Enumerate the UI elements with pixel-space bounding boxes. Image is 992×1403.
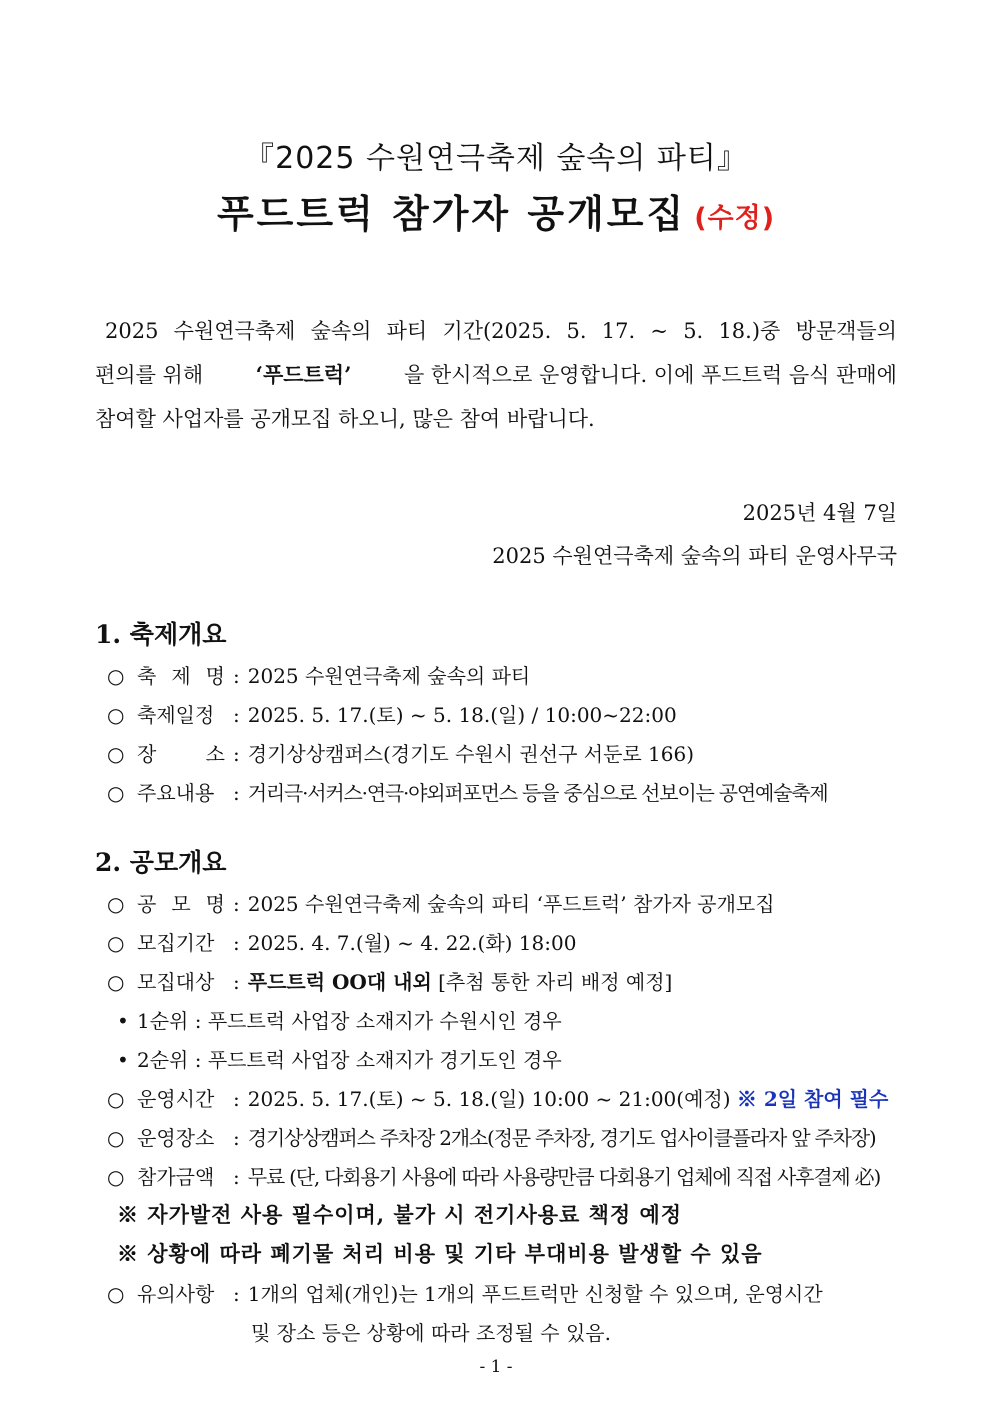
colon: : [233, 892, 240, 916]
page-number: - 1 - [479, 1357, 513, 1377]
value-participation-fee: 무료 (단, 다회용기 사용에 따라 사용량만큼 다회용기 업체에 직접 사후결제 必) [247, 1165, 881, 1189]
circle-bullet-icon: ○ [107, 1165, 125, 1189]
title-main-text: 푸드트럭 참가자 공개모집 [216, 192, 687, 236]
warning-generator: ※ 자가발전 사용 필수이며, 불가 시 전기사용료 책정 예정 [117, 1202, 683, 1227]
intro-word: 5. [566, 319, 587, 343]
intro-line-2-pre: 편의를 위해 [95, 363, 204, 387]
info-row-recruit-target [107, 966, 672, 995]
value-recruit-period: 2025. 4. 7.(월) ~ 4. 22.(화) 18:00 [247, 931, 577, 955]
colon: : [233, 1126, 240, 1150]
colon: : [233, 703, 240, 727]
colon: : [233, 664, 240, 688]
label-char: 명 [205, 664, 225, 688]
label-participation-fee: 참가금액 [137, 1165, 215, 1189]
notice-date: 2025년 4월 7일 [742, 501, 897, 525]
circle-bullet-icon: ○ [107, 664, 125, 688]
section-2-heading: 2. 공모개요 [95, 848, 227, 877]
label-char: 공 [137, 892, 157, 916]
circle-bullet-icon: ○ [107, 1126, 125, 1150]
revision-tag: (수정) [694, 203, 776, 234]
value-operating-place: 경기상상캠퍼스 주차장 2개소(정문 주차장, 경기도 업사이클플라자 앞 주차장) [247, 1126, 876, 1150]
value-recruit-target-bold: 푸드트럭 OO대 내외 [247, 970, 432, 994]
label-caution: 유의사항 [137, 1282, 215, 1306]
intro-line-3: 참여할 사업자를 공개모집 하오니, 많은 참여 바랍니다. [95, 407, 595, 431]
value-caution-line-1: 1개의 업체(개인)는 1개의 푸드트럭만 신청할 수 있으며, 운영시간 [247, 1282, 823, 1306]
info-row-recruit-name [107, 888, 775, 917]
info-row-festival-name [107, 660, 530, 689]
info-row-caution [107, 1278, 823, 1307]
info-row-participation-fee [107, 1161, 880, 1190]
issuing-office: 2025 수원연극축제 숲속의 파티 운영사무국 [492, 544, 897, 568]
circle-bullet-icon: ○ [107, 703, 125, 727]
intro-word: ~ [650, 319, 668, 343]
info-row-operating-place [107, 1122, 875, 1151]
label-festival-dates: 축제일정 [137, 703, 215, 727]
circle-bullet-icon: ○ [107, 1282, 125, 1306]
priority-text: 2순위 : 푸드트럭 사업장 소재지가 경기도인 경우 [137, 1048, 562, 1072]
label-char: 소 [205, 742, 225, 766]
label-operating-hours: 운영시간 [137, 1087, 215, 1111]
intro-word: 17. [601, 319, 636, 343]
info-row-venue [107, 738, 694, 767]
circle-bullet-icon: ○ [107, 970, 125, 994]
intro-word: 5. [683, 319, 704, 343]
intro-foodtruck-term: ‘푸드트럭’ [255, 362, 352, 387]
priority-item-2 [117, 1044, 562, 1073]
label-char: 제 [171, 664, 191, 688]
label-char: 모 [171, 892, 191, 916]
info-row-operating-hours [107, 1083, 888, 1112]
intro-word: 파티 [386, 319, 428, 343]
dot-bullet-icon: • [117, 1009, 129, 1033]
colon: : [233, 970, 240, 994]
priority-item-1 [117, 1005, 562, 1034]
label-recruit-target: 모집대상 [137, 970, 215, 994]
title-main [0, 183, 992, 238]
intro-line-2 [95, 353, 897, 397]
intro-line-1 [95, 309, 897, 353]
value-festival-dates: 2025. 5. 17.(토) ~ 5. 18.(일) / 10:00~22:00 [247, 703, 677, 727]
label-festival-name [137, 660, 225, 689]
info-row-main-content [107, 777, 827, 806]
label-char: 장 [137, 742, 157, 766]
colon: : [233, 1282, 240, 1306]
value-main-content: 거리극·서커스·연극·야외퍼포먼스 등을 중심으로 선보이는 공연예술축제 [247, 781, 828, 805]
warning-extra-costs: ※ 상황에 따라 폐기물 처리 비용 및 기타 부대비용 발생할 수 있음 [117, 1241, 763, 1266]
colon: : [233, 1165, 240, 1189]
colon: : [233, 742, 240, 766]
intro-word: 2025 [105, 319, 159, 343]
intro-word: 숲속의 [310, 319, 372, 343]
section-1-heading: 1. 축제개요 [95, 620, 227, 649]
colon: : [233, 781, 240, 805]
circle-bullet-icon: ○ [107, 892, 125, 916]
priority-text: 1순위 : 푸드트럭 사업장 소재지가 수원시인 경우 [137, 1009, 562, 1033]
info-row-recruit-period [107, 927, 576, 956]
label-operating-place: 운영장소 [137, 1126, 215, 1150]
label-char: 명 [205, 892, 225, 916]
value-caution-line-2: 및 장소 등은 상황에 따라 조정될 수 있음. [251, 1321, 611, 1345]
info-row-festival-dates [107, 699, 677, 728]
label-recruit-period: 모집기간 [137, 931, 215, 955]
dot-bullet-icon: • [117, 1048, 129, 1072]
intro-line-2-post: 을 한시적으로 운영합니다. 이에 푸드트럭 음식 판매에 [403, 363, 897, 387]
circle-bullet-icon: ○ [107, 1087, 125, 1111]
circle-bullet-icon: ○ [107, 742, 125, 766]
two-day-required-note: ※ 2일 참여 필수 [736, 1087, 889, 1111]
value-festival-name: 2025 수원연극축제 숲속의 파티 [247, 664, 531, 688]
intro-word: 방문객들의 [795, 319, 897, 343]
label-venue [137, 738, 225, 767]
intro-paragraph [95, 309, 897, 441]
intro-word: 수원연극축제 [173, 319, 296, 343]
colon: : [233, 931, 240, 955]
circle-bullet-icon: ○ [107, 781, 125, 805]
label-recruit-name [137, 888, 225, 917]
value-venue: 경기상상캠퍼스(경기도 수원시 권선구 서둔로 166) [247, 742, 695, 766]
value-recruit-name: 2025 수원연극축제 숲속의 파티 ‘푸드트럭’ 참가자 공개모집 [247, 892, 775, 916]
info-row-caution-cont [251, 1317, 611, 1346]
label-main-content: 주요내용 [137, 781, 215, 805]
circle-bullet-icon: ○ [107, 931, 125, 955]
intro-word: 기간(2025. [442, 319, 552, 343]
value-recruit-target-note: [추첨 통한 자리 배정 예정] [438, 970, 673, 994]
value-operating-hours: 2025. 5. 17.(토) ~ 5. 18.(일) 10:00 ~ 21:00(예정) [247, 1087, 731, 1111]
intro-word: 18.)중 [718, 319, 781, 343]
label-char: 축 [137, 664, 157, 688]
title-festival: 『2025 수원연극축제 숲속의 파티』 [244, 141, 748, 176]
colon: : [233, 1087, 240, 1111]
